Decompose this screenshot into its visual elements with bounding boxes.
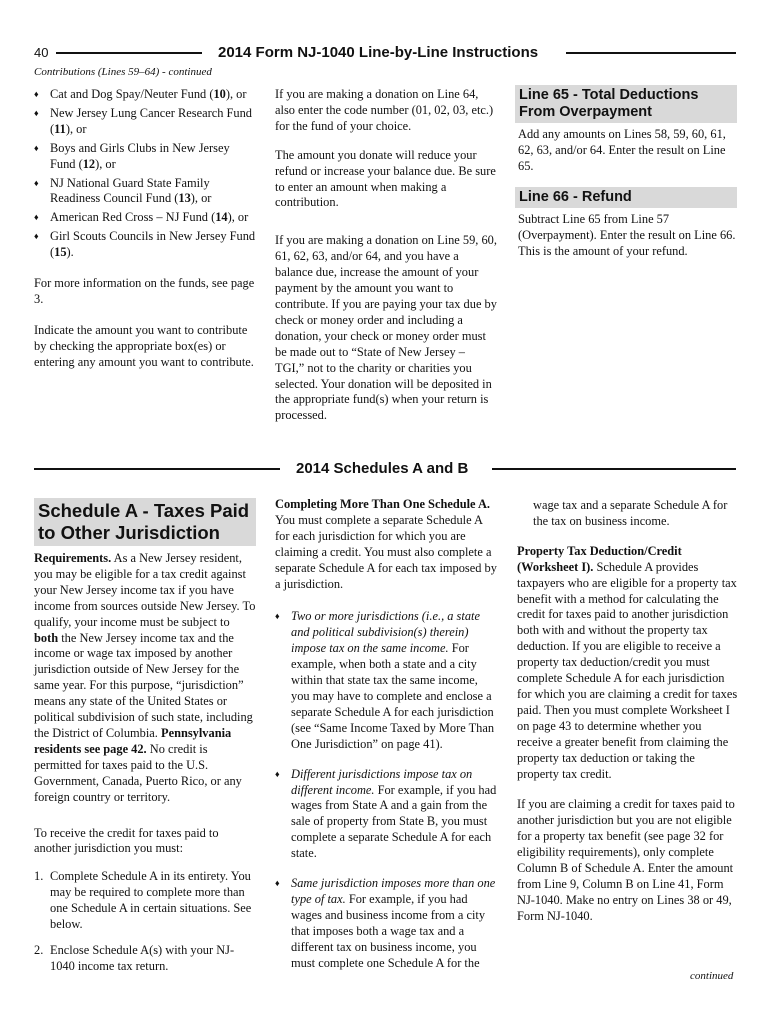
balance-due-text: If you are making a donation on Line 59, 60, 61, 62, 63, and/or 64, and you have a balance due, increase the amount of your payment by the amount you want to contribute. If you are paying your tax due by check or money order and including a donation, your check or money order must be made out to “State of New Jersey – TGI,” not to the charity or charities you selected. Your donation will be deposited in the appropriate fund(s) when your return is processed. bbox=[275, 233, 497, 423]
section-rule-right bbox=[492, 468, 736, 470]
step-item: 1. Complete Schedule A in its entirety. You may be required to complete more than one Schedule A in certain situations. See below. bbox=[34, 869, 252, 932]
step-item: 2. Enclose Schedule A(s) with your NJ-1040 income tax return. bbox=[34, 942, 235, 973]
receive-credit-text: To receive the credit for taxes paid to another jurisdiction you must: bbox=[34, 825, 219, 856]
not-eligible-text: If you are claiming a credit for taxes paid to another jurisdiction but you are not eligible for a property tax benefit (see page 32 for eligibility requirements), only complete Column B of Schedule A. Enter the amount from Line 9, Column B on Line 41, Form NJ-1040. Make no entry on Lines 38 or 49, Form NJ-1040. bbox=[517, 797, 735, 923]
multi-bullet: ♦ Different jurisdictions impose tax on different income. For example, if you had wages from State A and a gain from the sale of property from State B, you must complete a separate Schedule A for each state. bbox=[275, 767, 497, 862]
fund-item: ♦ New Jersey Lung Cancer Research Fund (11), or bbox=[34, 106, 256, 138]
section-title: 2014 Schedules A and B bbox=[296, 460, 469, 477]
fund-item: ♦ Girl Scouts Councils in New Jersey Fund (15). bbox=[34, 229, 256, 261]
header-rule-right bbox=[566, 52, 736, 54]
multiple-schedules-text: Completing More Than One Schedule A. You must complete a separate Schedule A for each jurisdiction for which you are claiming a credit. You must also complete a separate Schedule A for each tax imposed by a jurisdiction. bbox=[275, 497, 497, 591]
fund-item: ♦ NJ National Guard State Family Readiness Council Fund (13), or bbox=[34, 176, 256, 208]
line66-heading: Line 66 - Refund bbox=[515, 187, 737, 208]
donate-reduce-text: The amount you donate will reduce your refund or increase your balance due. Be sure to enter an amount when making a contribution. bbox=[275, 147, 496, 210]
line66-text: Subtract Line 65 from Line 57 (Overpayment). Enter the result on Line 66. This is the amount of your refund. bbox=[518, 211, 736, 258]
more-info-text: For more information on the funds, see page 3. bbox=[34, 276, 255, 306]
line65-heading: Line 65 - Total Deductions From Overpayment bbox=[515, 85, 737, 123]
line65-text: Add any amounts on Lines 58, 59, 60, 61, 62, 63, and/or 64. Enter the result on Line 65. bbox=[518, 127, 726, 173]
property-tax-column bbox=[517, 498, 739, 925]
col3-top bbox=[515, 85, 737, 259]
page-number: 40 bbox=[34, 45, 49, 60]
multi-bullet: ♦ Same jurisdiction imposes more than one type of tax. For example, if you had wages and business income from a city that imposes both a wage tax and a different tax on business income, you must complete one Schedule A for the bbox=[275, 876, 497, 971]
donation-code-text: If you are making a donation on Line 64, also enter the code number (01, 02, 03, etc.) for the fund of your choice. bbox=[275, 87, 494, 133]
continued-label: continued bbox=[690, 970, 734, 982]
col1-top bbox=[34, 87, 256, 371]
fund-item: ♦ American Red Cross – NJ Fund (14), or bbox=[34, 210, 256, 226]
header-title: 2014 Form NJ-1040 Line-by-Line Instructions bbox=[218, 44, 539, 61]
schedule-a-heading: Schedule A - Taxes Paid to Other Jurisdiction bbox=[34, 498, 256, 546]
multi-bullet: ♦ Two or more jurisdictions (i.e., a state and political subdivision(s) therein) impose tax on the same income. For example, when both a state and a city within that state tax the same income, you may have to complete and enclose a separate Schedule A for each jurisdiction (see “Same Income Taxed by More Than One Jurisdiction” on page 41). bbox=[275, 609, 497, 752]
multi-bullet-continued: wage tax and a separate Schedule A for the tax on business income. bbox=[533, 498, 728, 528]
property-tax-text: Property Tax Deduction/Credit (Worksheet I). Schedule A provides taxpayers who are eligible for a property tax benefit with a method for calculating the credit for taxes paid to another jurisdiction both with and without the property tax deduction. If you are eligible to receive a property tax deduction/credit you must complete Schedule A for each jurisdiction for which you are claiming a credit for taxes paid. Then you must complete Worksheet I on page 43 to determine whether you receive a greater benefit from claiming the property tax deduction or taking the property tax credit. bbox=[517, 543, 738, 781]
fund-item: ♦ Boys and Girls Clubs in New Jersey Fund (12), or bbox=[34, 141, 256, 173]
indicate-text: Indicate the amount you want to contribute by checking the appropriate box(es) or entering any amount you want to contribute. bbox=[34, 322, 254, 369]
fund-item: ♦ Cat and Dog Spay/Neuter Fund (10), or bbox=[34, 87, 256, 103]
col2-top bbox=[275, 87, 497, 424]
multiple-schedules-column bbox=[275, 497, 497, 971]
requirements-text: Requirements. As a New Jersey resident, you may be eligible for a tax credit against your New Jersey income tax if you have income from sources outside New Jersey. To qualify, your income must be subject to both the New Jersey income tax and the income or wage tax imposed by another jurisdiction outside of New Jersey for the same year. For this purpose, “jurisdiction” means any state of the United States or political subdivision of such state, including the District of Columbia. Pennsylvania residents see page 42. No credit is permitted for taxes paid to the U.S. Government, Canada, Puerto Rico, or any foreign country or territory. bbox=[34, 551, 256, 804]
section-rule-left bbox=[34, 468, 280, 470]
header-rule-left bbox=[56, 52, 202, 54]
schedule-a-column bbox=[34, 498, 256, 975]
subheader: Contributions (Lines 59–64) - continued bbox=[34, 66, 212, 78]
